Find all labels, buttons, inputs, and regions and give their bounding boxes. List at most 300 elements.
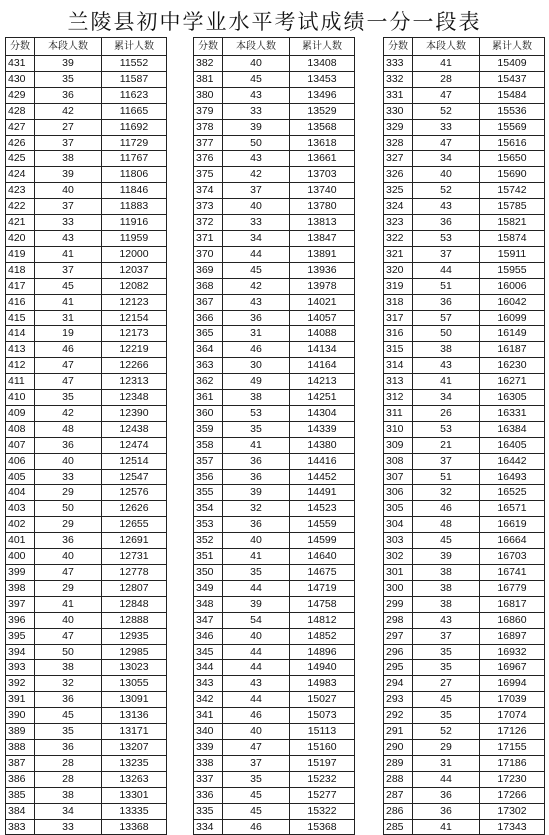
cumulative-count-cell: 12778 bbox=[102, 565, 167, 581]
cumulative-count-cell: 15409 bbox=[480, 56, 545, 72]
segment-count-cell: 32 bbox=[223, 501, 290, 517]
score-cell: 325 bbox=[384, 183, 413, 199]
score-cell: 317 bbox=[384, 310, 413, 326]
segment-count-cell: 31 bbox=[223, 326, 290, 342]
cumulative-count-cell: 15569 bbox=[480, 119, 545, 135]
segment-count-cell: 45 bbox=[413, 533, 480, 549]
cumulative-count-cell: 15821 bbox=[480, 215, 545, 231]
score-cell: 328 bbox=[384, 135, 413, 151]
score-cell: 394 bbox=[6, 644, 35, 660]
table-row bbox=[384, 71, 545, 87]
segment-count-cell: 38 bbox=[35, 787, 102, 803]
score-cell: 302 bbox=[384, 549, 413, 565]
table-row bbox=[194, 533, 355, 549]
segment-count-cell: 33 bbox=[35, 215, 102, 231]
cumulative-count-cell: 15785 bbox=[480, 199, 545, 215]
score-cell: 413 bbox=[6, 342, 35, 358]
score-cell: 386 bbox=[6, 771, 35, 787]
cumulative-count-cell: 15277 bbox=[290, 787, 355, 803]
cumulative-count-cell: 15484 bbox=[480, 87, 545, 103]
header-score: 分数 bbox=[6, 38, 35, 56]
table-row bbox=[384, 342, 545, 358]
segment-count-cell: 36 bbox=[35, 533, 102, 549]
cumulative-count-cell: 13740 bbox=[290, 183, 355, 199]
score-cell: 418 bbox=[6, 262, 35, 278]
score-cell: 299 bbox=[384, 596, 413, 612]
table-row bbox=[194, 739, 355, 755]
segment-count-cell: 34 bbox=[35, 803, 102, 819]
segment-count-cell: 46 bbox=[223, 708, 290, 724]
cumulative-count-cell: 12390 bbox=[102, 405, 167, 421]
score-cell: 415 bbox=[6, 310, 35, 326]
score-cell: 365 bbox=[194, 326, 223, 342]
cumulative-count-cell: 17302 bbox=[480, 803, 545, 819]
segment-count-cell: 52 bbox=[413, 183, 480, 199]
segment-count-cell: 47 bbox=[223, 739, 290, 755]
score-cell: 371 bbox=[194, 230, 223, 246]
score-cell: 327 bbox=[384, 151, 413, 167]
table-row bbox=[194, 421, 355, 437]
cumulative-count-cell: 13453 bbox=[290, 71, 355, 87]
table-row bbox=[194, 215, 355, 231]
score-cell: 338 bbox=[194, 755, 223, 771]
segment-count-cell: 52 bbox=[413, 724, 480, 740]
score-cell: 351 bbox=[194, 549, 223, 565]
score-cell: 405 bbox=[6, 469, 35, 485]
score-cell: 429 bbox=[6, 87, 35, 103]
table-row bbox=[194, 485, 355, 501]
table-row bbox=[6, 485, 167, 501]
score-cell: 321 bbox=[384, 246, 413, 262]
score-cell: 349 bbox=[194, 580, 223, 596]
table-row bbox=[384, 533, 545, 549]
score-cell: 291 bbox=[384, 724, 413, 740]
score-cell: 428 bbox=[6, 103, 35, 119]
score-table-middle bbox=[193, 37, 355, 835]
cumulative-count-cell: 13568 bbox=[290, 119, 355, 135]
table-row bbox=[194, 326, 355, 342]
cumulative-count-cell: 13661 bbox=[290, 151, 355, 167]
cumulative-count-cell: 13936 bbox=[290, 262, 355, 278]
table-row bbox=[6, 87, 167, 103]
table-row bbox=[194, 676, 355, 692]
score-cell: 367 bbox=[194, 294, 223, 310]
table-row bbox=[6, 103, 167, 119]
cumulative-count-cell: 14491 bbox=[290, 485, 355, 501]
score-cell: 399 bbox=[6, 565, 35, 581]
table-row bbox=[384, 644, 545, 660]
segment-count-cell: 39 bbox=[223, 119, 290, 135]
cumulative-count-cell: 15027 bbox=[290, 692, 355, 708]
cumulative-count-cell: 12935 bbox=[102, 628, 167, 644]
segment-count-cell: 33 bbox=[223, 215, 290, 231]
cumulative-count-cell: 13055 bbox=[102, 676, 167, 692]
score-cell: 319 bbox=[384, 278, 413, 294]
segment-count-cell: 43 bbox=[413, 199, 480, 215]
score-cell: 343 bbox=[194, 676, 223, 692]
table-row bbox=[6, 612, 167, 628]
table-row bbox=[384, 628, 545, 644]
segment-count-cell: 41 bbox=[35, 294, 102, 310]
cumulative-count-cell: 12313 bbox=[102, 374, 167, 390]
cumulative-count-cell: 16042 bbox=[480, 294, 545, 310]
score-cell: 333 bbox=[384, 56, 413, 72]
cumulative-count-cell: 16703 bbox=[480, 549, 545, 565]
segment-count-cell: 26 bbox=[413, 405, 480, 421]
cumulative-count-cell: 13171 bbox=[102, 724, 167, 740]
table-row bbox=[384, 549, 545, 565]
score-cell: 372 bbox=[194, 215, 223, 231]
cumulative-count-cell: 14675 bbox=[290, 565, 355, 581]
score-cell: 419 bbox=[6, 246, 35, 262]
segment-count-cell: 39 bbox=[413, 549, 480, 565]
score-cell: 385 bbox=[6, 787, 35, 803]
cumulative-count-cell: 11729 bbox=[102, 135, 167, 151]
header-count: 本段人数 bbox=[223, 38, 290, 56]
segment-count-cell: 28 bbox=[35, 771, 102, 787]
score-cell: 368 bbox=[194, 278, 223, 294]
table-row bbox=[384, 278, 545, 294]
score-cell: 361 bbox=[194, 390, 223, 406]
segment-count-cell: 40 bbox=[223, 56, 290, 72]
cumulative-count-cell: 14896 bbox=[290, 644, 355, 660]
cumulative-count-cell: 12888 bbox=[102, 612, 167, 628]
score-cell: 397 bbox=[6, 596, 35, 612]
table-row bbox=[384, 294, 545, 310]
score-cell: 320 bbox=[384, 262, 413, 278]
score-cell: 288 bbox=[384, 771, 413, 787]
segment-count-cell: 45 bbox=[223, 787, 290, 803]
segment-count-cell: 37 bbox=[413, 246, 480, 262]
cumulative-count-cell: 14523 bbox=[290, 501, 355, 517]
cumulative-count-cell: 13408 bbox=[290, 56, 355, 72]
score-table-right bbox=[383, 37, 545, 835]
score-cell: 316 bbox=[384, 326, 413, 342]
segment-count-cell: 53 bbox=[413, 421, 480, 437]
cumulative-count-cell: 16571 bbox=[480, 501, 545, 517]
segment-count-cell: 43 bbox=[223, 676, 290, 692]
cumulative-count-cell: 12514 bbox=[102, 453, 167, 469]
cumulative-count-cell: 17126 bbox=[480, 724, 545, 740]
segment-count-cell: 38 bbox=[35, 660, 102, 676]
table-row bbox=[384, 310, 545, 326]
score-cell: 403 bbox=[6, 501, 35, 517]
cumulative-count-cell: 11806 bbox=[102, 167, 167, 183]
cumulative-count-cell: 14640 bbox=[290, 549, 355, 565]
segment-count-cell: 35 bbox=[413, 644, 480, 660]
cumulative-count-cell: 14339 bbox=[290, 421, 355, 437]
table-row bbox=[194, 596, 355, 612]
cumulative-count-cell: 12547 bbox=[102, 469, 167, 485]
table-row bbox=[194, 199, 355, 215]
segment-count-cell: 35 bbox=[223, 565, 290, 581]
segment-count-cell: 51 bbox=[413, 469, 480, 485]
table-row bbox=[6, 358, 167, 374]
cumulative-count-cell: 16305 bbox=[480, 390, 545, 406]
segment-count-cell: 57 bbox=[413, 310, 480, 326]
segment-count-cell: 37 bbox=[223, 183, 290, 199]
table-row bbox=[6, 437, 167, 453]
score-cell: 292 bbox=[384, 708, 413, 724]
table-row bbox=[6, 135, 167, 151]
segment-count-cell: 35 bbox=[223, 771, 290, 787]
segment-count-cell: 50 bbox=[35, 501, 102, 517]
table-row bbox=[6, 453, 167, 469]
cumulative-count-cell: 17039 bbox=[480, 692, 545, 708]
segment-count-cell: 37 bbox=[35, 135, 102, 151]
segment-count-cell: 51 bbox=[413, 278, 480, 294]
cumulative-count-cell: 12219 bbox=[102, 342, 167, 358]
score-cell: 398 bbox=[6, 580, 35, 596]
cumulative-count-cell: 16860 bbox=[480, 612, 545, 628]
table-row bbox=[194, 565, 355, 581]
cumulative-count-cell: 17155 bbox=[480, 739, 545, 755]
cumulative-count-cell: 16384 bbox=[480, 421, 545, 437]
cumulative-count-cell: 12576 bbox=[102, 485, 167, 501]
segment-count-cell: 40 bbox=[35, 453, 102, 469]
score-cell: 329 bbox=[384, 119, 413, 135]
cumulative-count-cell: 16230 bbox=[480, 358, 545, 374]
page-title: 兰陵县初中学业水平考试成绩一分一段表 bbox=[67, 10, 482, 34]
table-row bbox=[6, 294, 167, 310]
table-row bbox=[384, 708, 545, 724]
cumulative-count-cell: 13023 bbox=[102, 660, 167, 676]
score-cell: 304 bbox=[384, 517, 413, 533]
segment-count-cell: 43 bbox=[413, 612, 480, 628]
segment-count-cell: 36 bbox=[35, 87, 102, 103]
cumulative-count-cell: 13703 bbox=[290, 167, 355, 183]
score-cell: 380 bbox=[194, 87, 223, 103]
cumulative-count-cell: 14452 bbox=[290, 469, 355, 485]
segment-count-cell: 36 bbox=[223, 517, 290, 533]
cumulative-count-cell: 12000 bbox=[102, 246, 167, 262]
score-cell: 364 bbox=[194, 342, 223, 358]
segment-count-cell: 53 bbox=[223, 405, 290, 421]
score-cell: 307 bbox=[384, 469, 413, 485]
table-row bbox=[6, 580, 167, 596]
score-cell: 339 bbox=[194, 739, 223, 755]
cumulative-count-cell: 12082 bbox=[102, 278, 167, 294]
cumulative-count-cell: 15197 bbox=[290, 755, 355, 771]
score-cell: 311 bbox=[384, 405, 413, 421]
cumulative-count-cell: 13891 bbox=[290, 246, 355, 262]
score-cell: 290 bbox=[384, 739, 413, 755]
score-cell: 381 bbox=[194, 71, 223, 87]
segment-count-cell: 40 bbox=[223, 628, 290, 644]
segment-count-cell: 44 bbox=[413, 771, 480, 787]
score-cell: 335 bbox=[194, 803, 223, 819]
segment-count-cell: 41 bbox=[35, 596, 102, 612]
score-cell: 423 bbox=[6, 183, 35, 199]
score-cell: 388 bbox=[6, 739, 35, 755]
score-cell: 337 bbox=[194, 771, 223, 787]
cumulative-count-cell: 11692 bbox=[102, 119, 167, 135]
score-cell: 370 bbox=[194, 246, 223, 262]
segment-count-cell: 31 bbox=[413, 755, 480, 771]
table-row bbox=[194, 246, 355, 262]
score-cell: 300 bbox=[384, 580, 413, 596]
segment-count-cell: 41 bbox=[223, 549, 290, 565]
table-row bbox=[194, 549, 355, 565]
table-row bbox=[194, 771, 355, 787]
score-cell: 354 bbox=[194, 501, 223, 517]
score-table-left bbox=[5, 37, 167, 835]
score-cell: 313 bbox=[384, 374, 413, 390]
cumulative-count-cell: 13235 bbox=[102, 755, 167, 771]
cumulative-count-cell: 14559 bbox=[290, 517, 355, 533]
segment-count-cell: 29 bbox=[35, 517, 102, 533]
segment-count-cell: 54 bbox=[223, 612, 290, 628]
score-cell: 295 bbox=[384, 660, 413, 676]
score-cell: 406 bbox=[6, 453, 35, 469]
table-row bbox=[194, 119, 355, 135]
cumulative-count-cell: 11767 bbox=[102, 151, 167, 167]
score-cell: 362 bbox=[194, 374, 223, 390]
segment-count-cell: 40 bbox=[413, 167, 480, 183]
score-cell: 341 bbox=[194, 708, 223, 724]
table-row bbox=[194, 342, 355, 358]
table-row bbox=[6, 151, 167, 167]
score-cell: 387 bbox=[6, 755, 35, 771]
cumulative-count-cell: 13263 bbox=[102, 771, 167, 787]
cumulative-count-cell: 14812 bbox=[290, 612, 355, 628]
score-cell: 348 bbox=[194, 596, 223, 612]
score-cell: 391 bbox=[6, 692, 35, 708]
cumulative-count-cell: 13978 bbox=[290, 278, 355, 294]
table-row bbox=[6, 278, 167, 294]
segment-count-cell: 41 bbox=[35, 246, 102, 262]
cumulative-count-cell: 16817 bbox=[480, 596, 545, 612]
segment-count-cell: 33 bbox=[35, 819, 102, 835]
cumulative-count-cell: 16442 bbox=[480, 453, 545, 469]
table-row bbox=[384, 119, 545, 135]
cumulative-count-cell: 12154 bbox=[102, 310, 167, 326]
table-row bbox=[384, 787, 545, 803]
cumulative-count-cell: 16099 bbox=[480, 310, 545, 326]
segment-count-cell: 36 bbox=[223, 310, 290, 326]
segment-count-cell: 47 bbox=[413, 135, 480, 151]
score-cell: 347 bbox=[194, 612, 223, 628]
cumulative-count-cell: 13618 bbox=[290, 135, 355, 151]
score-cell: 375 bbox=[194, 167, 223, 183]
segment-count-cell: 38 bbox=[223, 390, 290, 406]
table-row bbox=[6, 692, 167, 708]
segment-count-cell: 39 bbox=[223, 596, 290, 612]
segment-count-cell: 38 bbox=[35, 151, 102, 167]
table-row bbox=[194, 56, 355, 72]
segment-count-cell: 36 bbox=[35, 437, 102, 453]
segment-count-cell: 28 bbox=[413, 71, 480, 87]
cumulative-count-cell: 14416 bbox=[290, 453, 355, 469]
cumulative-count-cell: 16619 bbox=[480, 517, 545, 533]
cumulative-count-cell: 16493 bbox=[480, 469, 545, 485]
table-row bbox=[194, 660, 355, 676]
score-cell: 344 bbox=[194, 660, 223, 676]
score-cell: 363 bbox=[194, 358, 223, 374]
score-cell: 293 bbox=[384, 692, 413, 708]
cumulative-count-cell: 16664 bbox=[480, 533, 545, 549]
score-cell: 382 bbox=[194, 56, 223, 72]
segment-count-cell: 50 bbox=[223, 135, 290, 151]
score-cell: 425 bbox=[6, 151, 35, 167]
segment-count-cell: 46 bbox=[223, 342, 290, 358]
segment-count-cell: 36 bbox=[413, 803, 480, 819]
table-row bbox=[6, 119, 167, 135]
score-cell: 358 bbox=[194, 437, 223, 453]
cumulative-count-cell: 14134 bbox=[290, 342, 355, 358]
cumulative-count-cell: 15232 bbox=[290, 771, 355, 787]
table-row bbox=[384, 565, 545, 581]
score-cell: 427 bbox=[6, 119, 35, 135]
table-row bbox=[194, 469, 355, 485]
score-cell: 389 bbox=[6, 724, 35, 740]
segment-count-cell: 33 bbox=[413, 119, 480, 135]
table-row bbox=[6, 469, 167, 485]
cumulative-count-cell: 14057 bbox=[290, 310, 355, 326]
table-row bbox=[6, 819, 167, 835]
table-row bbox=[384, 803, 545, 819]
table-row bbox=[6, 405, 167, 421]
table-row bbox=[194, 819, 355, 835]
table-row bbox=[6, 708, 167, 724]
cumulative-count-cell: 12848 bbox=[102, 596, 167, 612]
segment-count-cell: 28 bbox=[35, 755, 102, 771]
segment-count-cell: 40 bbox=[223, 533, 290, 549]
score-cell: 342 bbox=[194, 692, 223, 708]
table-row bbox=[384, 755, 545, 771]
segment-count-cell: 43 bbox=[413, 358, 480, 374]
cumulative-count-cell: 11665 bbox=[102, 103, 167, 119]
cumulative-count-cell: 14758 bbox=[290, 596, 355, 612]
score-cell: 401 bbox=[6, 533, 35, 549]
segment-count-cell: 43 bbox=[223, 294, 290, 310]
segment-count-cell: 41 bbox=[223, 437, 290, 453]
table-row bbox=[6, 803, 167, 819]
cumulative-count-cell: 12438 bbox=[102, 421, 167, 437]
header-count: 本段人数 bbox=[413, 38, 480, 56]
cumulative-count-cell: 15742 bbox=[480, 183, 545, 199]
score-cell: 340 bbox=[194, 724, 223, 740]
segment-count-cell: 33 bbox=[35, 469, 102, 485]
score-cell: 359 bbox=[194, 421, 223, 437]
segment-count-cell: 53 bbox=[413, 230, 480, 246]
table-row bbox=[384, 87, 545, 103]
table-row bbox=[6, 71, 167, 87]
cumulative-count-cell: 16967 bbox=[480, 660, 545, 676]
segment-count-cell: 41 bbox=[413, 56, 480, 72]
table-row bbox=[194, 278, 355, 294]
score-cell: 377 bbox=[194, 135, 223, 151]
score-cell: 390 bbox=[6, 708, 35, 724]
table-row bbox=[6, 246, 167, 262]
segment-count-cell: 44 bbox=[223, 692, 290, 708]
segment-count-cell: 42 bbox=[35, 103, 102, 119]
cumulative-count-cell: 16741 bbox=[480, 565, 545, 581]
header-score: 分数 bbox=[194, 38, 223, 56]
cumulative-count-cell: 15536 bbox=[480, 103, 545, 119]
segment-count-cell: 45 bbox=[223, 803, 290, 819]
segment-count-cell: 47 bbox=[35, 565, 102, 581]
table-row bbox=[194, 310, 355, 326]
cumulative-count-cell: 12731 bbox=[102, 549, 167, 565]
table-row bbox=[384, 151, 545, 167]
score-cell: 402 bbox=[6, 517, 35, 533]
table-row bbox=[194, 580, 355, 596]
table-row bbox=[384, 660, 545, 676]
table-row bbox=[384, 517, 545, 533]
cumulative-count-cell: 13529 bbox=[290, 103, 355, 119]
score-cell: 310 bbox=[384, 421, 413, 437]
